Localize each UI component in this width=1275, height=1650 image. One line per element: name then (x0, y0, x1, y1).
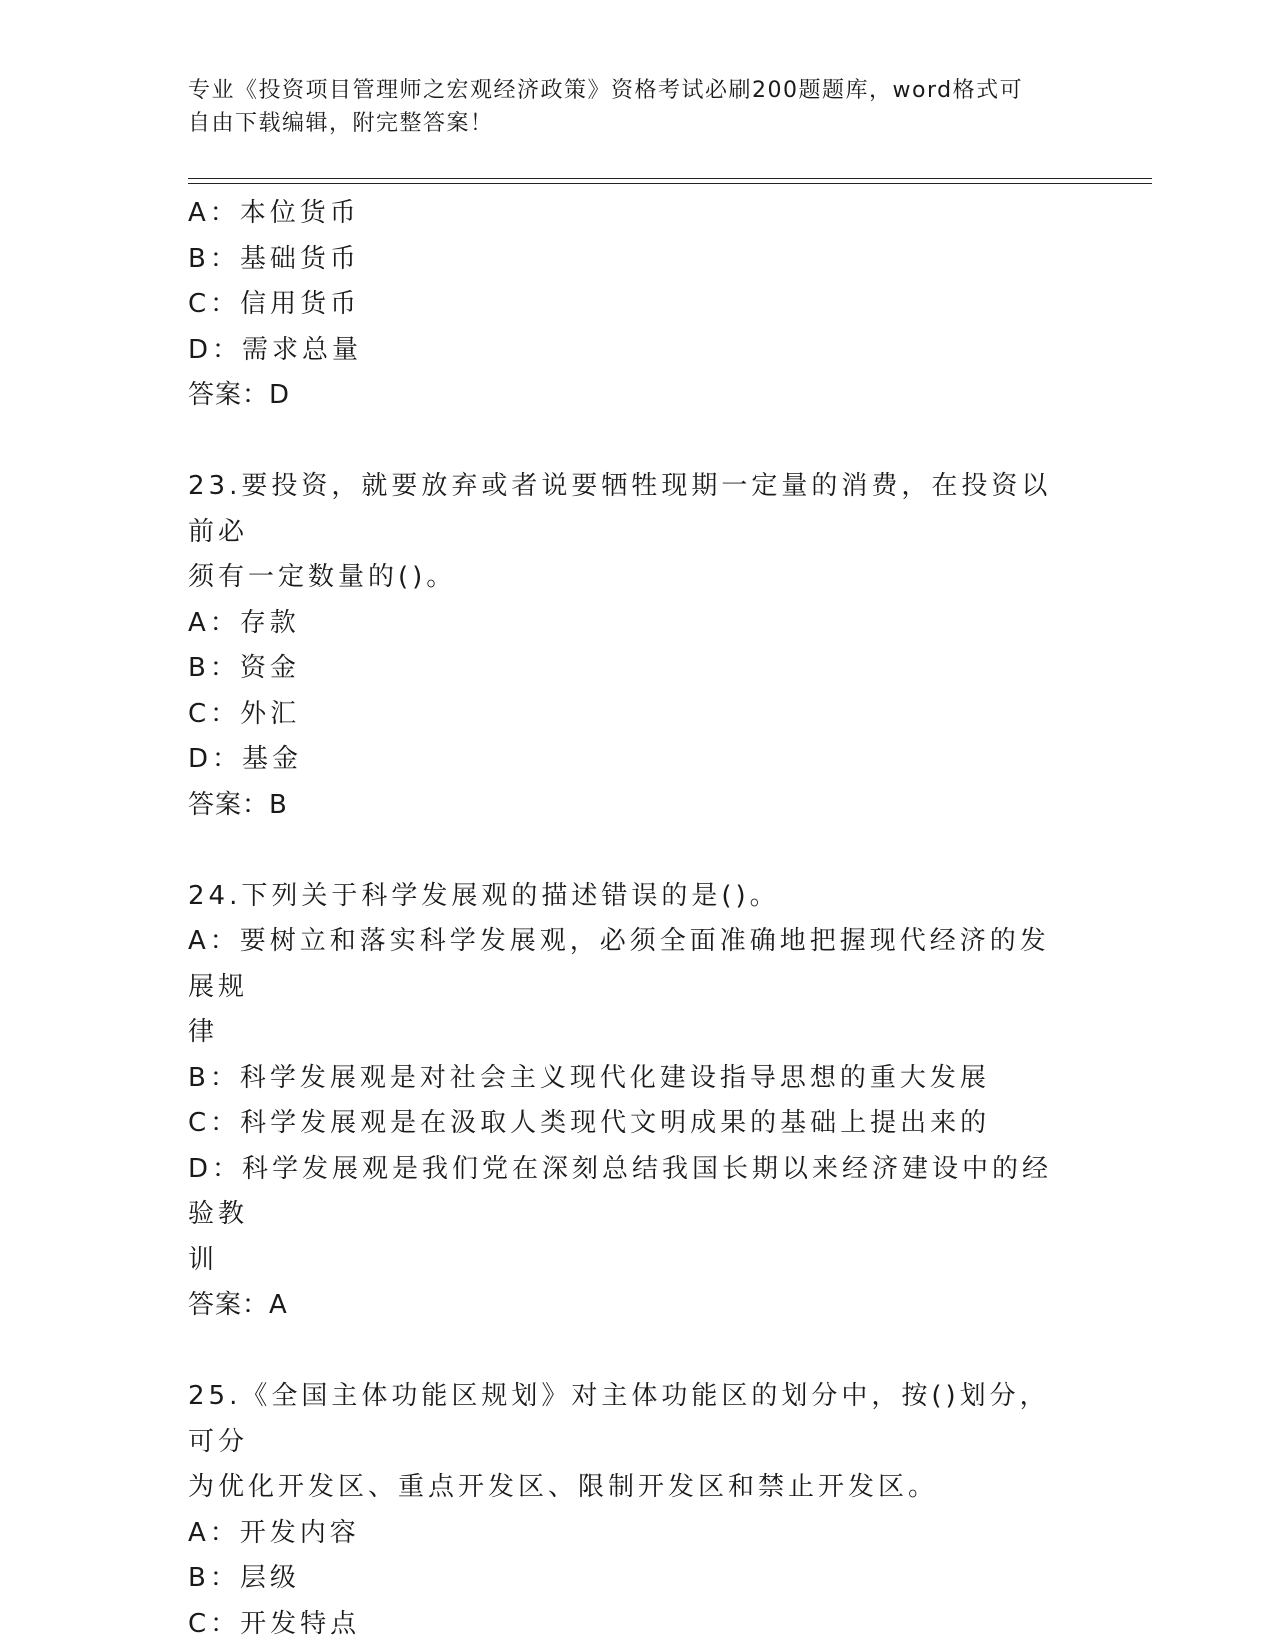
option-a: A：存款 (188, 607, 300, 638)
option-d-line-1: D：科学发展观是我们党在深刻总结我国长期以来经济建设中的经验教 (188, 1153, 1053, 1229)
option-d-line-2: 训 (188, 1244, 219, 1275)
option-c: C：开发特点 (188, 1608, 361, 1639)
option-d: D：基金 (188, 744, 303, 774)
option-d: D：需求总量 (188, 334, 363, 365)
question-stem-line-1: 25.《全国主体功能区规划》对主体功能区的划分中，按()划分，可分 (188, 1381, 1050, 1457)
option-a-line-1: A：要树立和落实科学发展观，必须全面准确地把握现代经济的发展规 (188, 926, 1050, 1002)
answer: 答案：A (188, 1290, 288, 1320)
question-22 (188, 191, 1068, 419)
option-a-line-2: 律 (188, 1017, 219, 1047)
question-25 (188, 1374, 1068, 1647)
option-a: A：开发内容 (188, 1517, 360, 1548)
answer: 答案：B (188, 789, 288, 820)
spacer (188, 419, 1068, 465)
answer: 答案：D (188, 380, 291, 410)
option-b: B：基础货币 (188, 243, 360, 274)
option-b: B：科学发展观是对社会主义现代化建设指导思想的重大发展 (188, 1062, 990, 1093)
option-c: C：信用货币 (188, 289, 361, 319)
option-b: B：层级 (188, 1563, 300, 1593)
question-stem-line-1: 23.要投资，就要放弃或者说要牺牲现期一定量的消费，在投资以前必 (188, 471, 1052, 547)
header-line-1: 专业《投资项目管理师之宏观经济政策》资格考试必刷200题题库，word格式可 (188, 78, 1024, 103)
option-c: C：科学发展观是在汲取人类现代文明成果的基础上提出来的 (188, 1108, 991, 1138)
header-divider-top (188, 178, 1152, 179)
question-stem-line-2: 为优化开发区、重点开发区、限制开发区和禁止开发区。 (188, 1472, 939, 1502)
option-c: C：外汇 (188, 698, 301, 729)
option-b: B：资金 (188, 653, 300, 683)
question-24 (188, 874, 1068, 1329)
document-header (188, 74, 1068, 140)
option-a: A：本位货币 (188, 198, 360, 228)
header-divider-bottom (188, 183, 1152, 184)
spacer (188, 828, 1068, 874)
question-stem-line-2: 须有一定数量的()。 (188, 562, 457, 592)
header-line-2: 自由下载编辑，附完整答案！ (188, 111, 494, 136)
question-23 (188, 464, 1068, 828)
question-list (188, 191, 1068, 1647)
spacer (188, 1329, 1068, 1375)
question-stem: 24.下列关于科学发展观的描述错误的是()。 (188, 880, 780, 911)
